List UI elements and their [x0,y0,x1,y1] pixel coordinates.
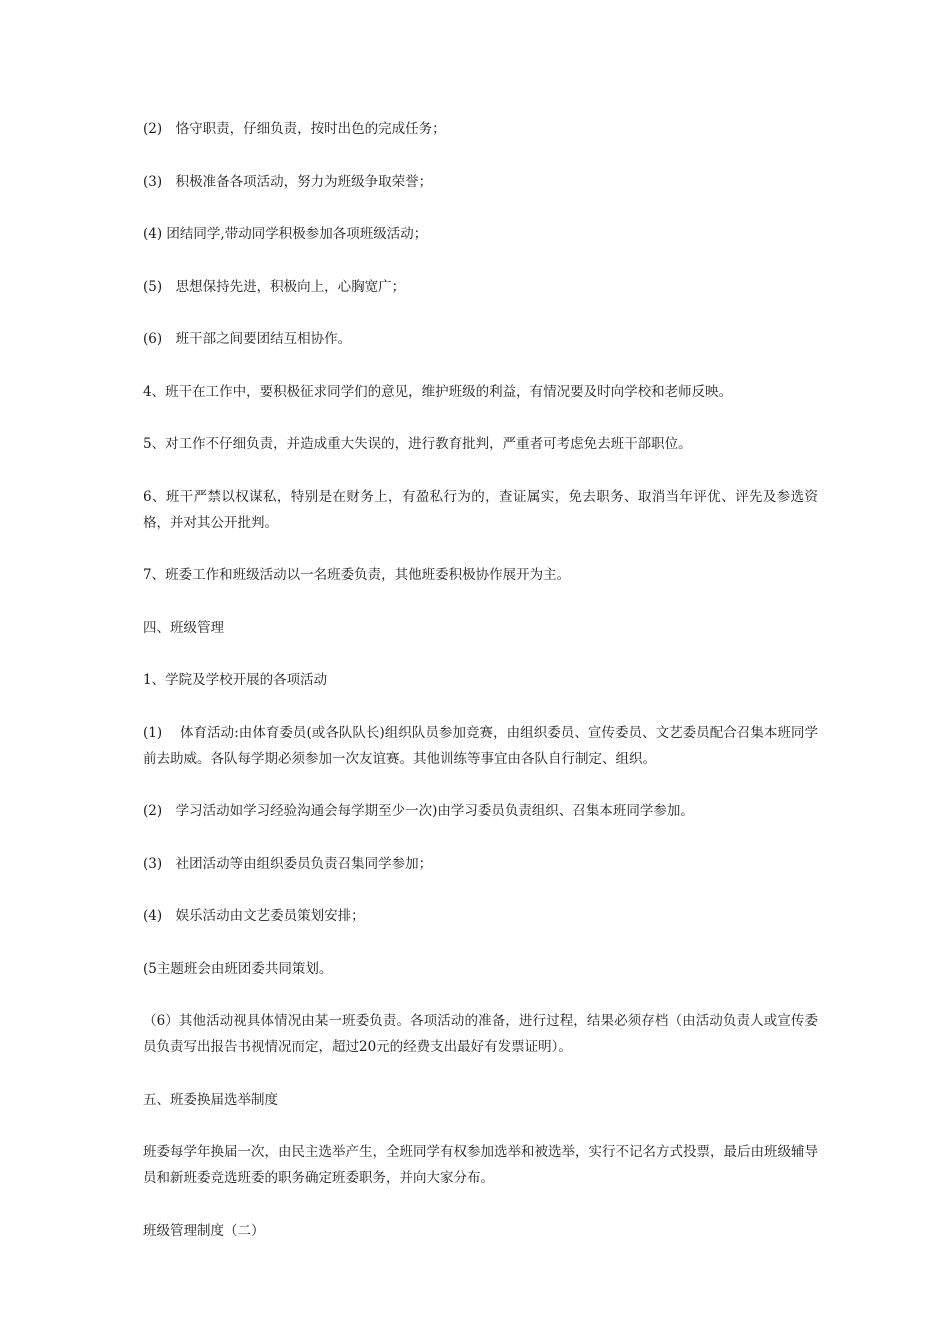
list-item-duty-3: (3) 积极准备各项活动，努力为班级争取荣誉； [143,173,433,190]
activity-item-2: (2) 学习活动如学习经验沟通会每学期至少一次)由学习委员负责组织、召集本班同学参加。 [143,803,694,819]
section-heading-class-management: 四、班级管理 [143,619,224,636]
rule-item-4: 4、班干在工作中，要积极征求同学们的意见，维护班级的利益，有情况要及时向学校和老师反映。 [143,383,733,400]
document-title-part-two: 班级管理制度（二） [143,1222,265,1239]
election-paragraph: 班委每学年换届一次，由民主选举产生，全班同学有权参加选举和被选举，实行不记名方式投票，最后由班级辅导员和新班委竞选班委的职务确定班委职务，并向大家分布。 [143,1144,818,1186]
section-heading-election: 五、班委换届选举制度 [143,1091,278,1108]
activity-item-4: (4) 娱乐活动由文艺委员策划安排； [143,908,365,924]
rule-item-7: 7、班委工作和班级活动以一名班委负责，其他班委积极协作展开为主。 [143,567,571,583]
rule-item-5: 5、对工作不仔细负责，并造成重大失误的，进行教育批判，严重者可考虑免去班干部职位。 [143,436,692,452]
rule-item-6: 6、班干严禁以权谋私，特别是在财务上，有盈私行为的，查证属实，免去职务、取消当年评优、评先及参选资格，并对其公开批判。 [143,488,818,531]
activity-item-6: （6）其他活动视具体情况由某一班委负责。各项活动的准备，进行过程，结果必须存档（由活动负责人或宣传委员负责写出报告书视情况而定，超过20元的经费支出最好有发票证明）。 [143,1013,818,1055]
list-item-duty-4: (4) 团结同学,带动同学积极参加各项班级活动； [143,226,428,242]
document-body [143,116,818,1270]
list-item-duty-6: (6) 班干部之间要团结互相协作。 [143,331,352,347]
list-item-duty-5: (5) 思想保持先进，积极向上，心胸宽广； [143,278,406,295]
activity-item-5: (5主题班会由班团委共同策划。 [143,960,333,977]
list-item-duty-2: (2) 恪守职责，仔细负责，按时出色的完成任务； [143,121,446,137]
subsection-heading-activities: 1、学院及学校开展的各项活动 [143,672,328,688]
activity-item-3: (3) 社团活动等由组织委员负责召集同学参加； [143,855,433,872]
activity-item-1: (1) 体育活动:由体育委员(或各队队长)组织队员参加竞赛，由组织委员、宣传委员、文艺委员配合召集本班同学前去助威。各队每学期必须参加一次友谊赛。其他训练等事宜由各队自行制定、组织。 [143,724,818,767]
